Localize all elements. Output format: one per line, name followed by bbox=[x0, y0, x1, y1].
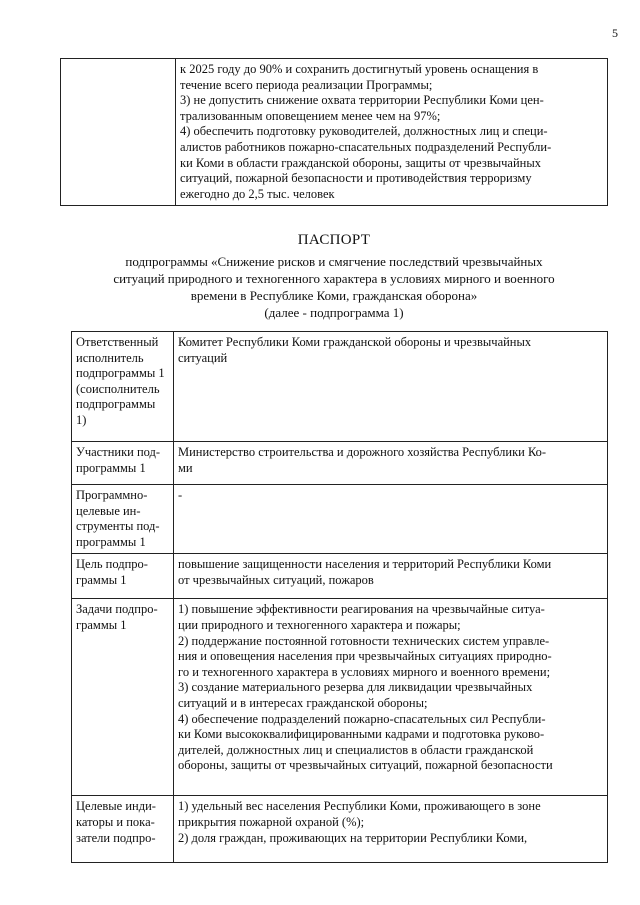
content-line: 1) удельный вес населения Республики Коми, проживающего в зоне bbox=[178, 799, 541, 814]
row-label-indicators bbox=[72, 796, 174, 863]
label-line: Участники под- bbox=[76, 445, 161, 459]
label-line: граммы 1 bbox=[76, 617, 127, 632]
label-line: (соисполнитель bbox=[76, 381, 160, 396]
table-row bbox=[72, 554, 608, 599]
row-content-goal bbox=[174, 554, 608, 599]
content-line: ми bbox=[178, 460, 193, 475]
table-row bbox=[72, 332, 608, 442]
label-line: каторы и пока- bbox=[76, 814, 155, 829]
text-line: 3) не допустить снижение охвата территории Республики Коми цен- bbox=[180, 93, 544, 108]
label-line: 1) bbox=[76, 412, 87, 427]
label-line: струменты под- bbox=[76, 519, 160, 534]
label-line: Задачи подпро- bbox=[76, 602, 158, 617]
label-line: Ответственный bbox=[76, 335, 159, 349]
content-line: дителей, должностных лиц и специалистов в области гражданской bbox=[178, 742, 534, 757]
content-line: 3) создание материального резерва для ликвидации чрезвычайных bbox=[178, 680, 533, 695]
content-line: прикрытия пожарной охраной (%); bbox=[178, 814, 365, 829]
row-label-participants bbox=[72, 442, 174, 485]
label-line: затели подпро- bbox=[76, 830, 156, 845]
label-line: целевые ин- bbox=[76, 503, 141, 518]
subtitle-line: подпрограммы «Снижение рисков и смягчение последствий чрезвычайных bbox=[125, 254, 543, 269]
continuation-table bbox=[60, 58, 608, 206]
text-line: трализованным оповещением менее чем на 97%; bbox=[180, 108, 441, 123]
content-line: от чрезвычайных ситуаций, пожаров bbox=[178, 572, 374, 587]
content-line: ния и оповещения населения при чрезвычайных ситуациях природно- bbox=[178, 649, 552, 664]
continuation-content-cell bbox=[176, 59, 608, 206]
text-line: ежегодно до 2,5 тыс. человек bbox=[180, 186, 335, 201]
table-row bbox=[72, 442, 608, 485]
content-line: - bbox=[178, 488, 183, 502]
table-row bbox=[72, 599, 608, 796]
text-line: к 2025 году до 90% и сохранить достигнутый уровень оснащения в bbox=[180, 62, 539, 76]
content-line: 2) поддержание постоянной готовности технических систем управле- bbox=[178, 633, 550, 648]
text-line: алистов работников пожарно-спасательных подразделений Республи- bbox=[180, 139, 552, 154]
label-line: подпрограммы 1 bbox=[76, 366, 165, 381]
label-line: граммы 1 bbox=[76, 572, 127, 587]
text-line: ситуаций, пожарной безопасности и противодействия терроризму bbox=[180, 171, 532, 186]
label-line: программы 1 bbox=[76, 460, 146, 475]
content-line: ситуаций и в интересах гражданской обороны; bbox=[178, 695, 428, 710]
content-line: го и техногенного характера в условиях мирного и военного времени; bbox=[178, 664, 551, 679]
content-line: 4) обеспечение подразделений пожарно-спасательных сил Республи- bbox=[178, 711, 546, 726]
continuation-label-cell bbox=[61, 59, 176, 206]
subtitle-line: (далее - подпрограмма 1) bbox=[264, 305, 404, 320]
text-line: ки Коми в области гражданской обороны, защиты от чрезвычайных bbox=[180, 155, 541, 170]
subtitle-line: времени в Республике Коми, гражданская оборона» bbox=[190, 288, 478, 303]
row-label-instruments bbox=[72, 485, 174, 554]
page-number: 5 bbox=[612, 26, 618, 40]
row-content-tasks bbox=[174, 599, 608, 796]
table-row bbox=[72, 485, 608, 554]
content-line: 1) повышение эффективности реагирования на чрезвычайные ситуа- bbox=[178, 602, 545, 617]
content-line: Министерство строительства и дорожного хозяйства Республики Ко- bbox=[178, 445, 547, 459]
content-line: обороны, защиты от чрезвычайных ситуаций, пожарной безопасности bbox=[178, 758, 553, 773]
label-line: программы 1 bbox=[76, 534, 146, 549]
row-content-indicators bbox=[174, 796, 608, 863]
content-line: повышение защищенности населения и территорий Республики Коми bbox=[178, 557, 552, 572]
row-content-responsible bbox=[174, 332, 608, 442]
passport-subtitle bbox=[88, 253, 580, 321]
table-row bbox=[72, 796, 608, 863]
content-line: ситуаций bbox=[178, 350, 228, 365]
content-line: 2) доля граждан, проживающих на территории Республики Коми, bbox=[178, 830, 528, 845]
row-content-participants bbox=[174, 442, 608, 485]
label-line: подпрограммы bbox=[76, 397, 156, 412]
content-line: ки Коми высококвалифицированными кадрами и подготовка руково- bbox=[178, 727, 545, 742]
label-line: Цель подпро- bbox=[76, 557, 148, 572]
text-line: 4) обеспечить подготовку руководителей, должностных лиц и специ- bbox=[180, 124, 548, 139]
passport-table bbox=[71, 331, 608, 863]
row-label-responsible bbox=[72, 332, 174, 442]
subtitle-line: ситуаций природного и техногенного характера в условиях мирного и военного bbox=[113, 271, 555, 286]
row-label-tasks bbox=[72, 599, 174, 796]
passport-title: ПАСПОРТ bbox=[297, 232, 371, 248]
label-line: Программно- bbox=[76, 488, 148, 502]
row-content-instruments bbox=[174, 485, 608, 554]
content-line: ции природного и техногенного характера и пожары; bbox=[178, 617, 461, 632]
label-line: Целевые инди- bbox=[76, 799, 156, 814]
text-line: течение всего периода реализации Программы; bbox=[180, 77, 433, 92]
label-line: исполнитель bbox=[76, 350, 144, 365]
row-label-goal bbox=[72, 554, 174, 599]
content-line: Комитет Республики Коми гражданской обороны и чрезвычайных bbox=[178, 335, 532, 349]
